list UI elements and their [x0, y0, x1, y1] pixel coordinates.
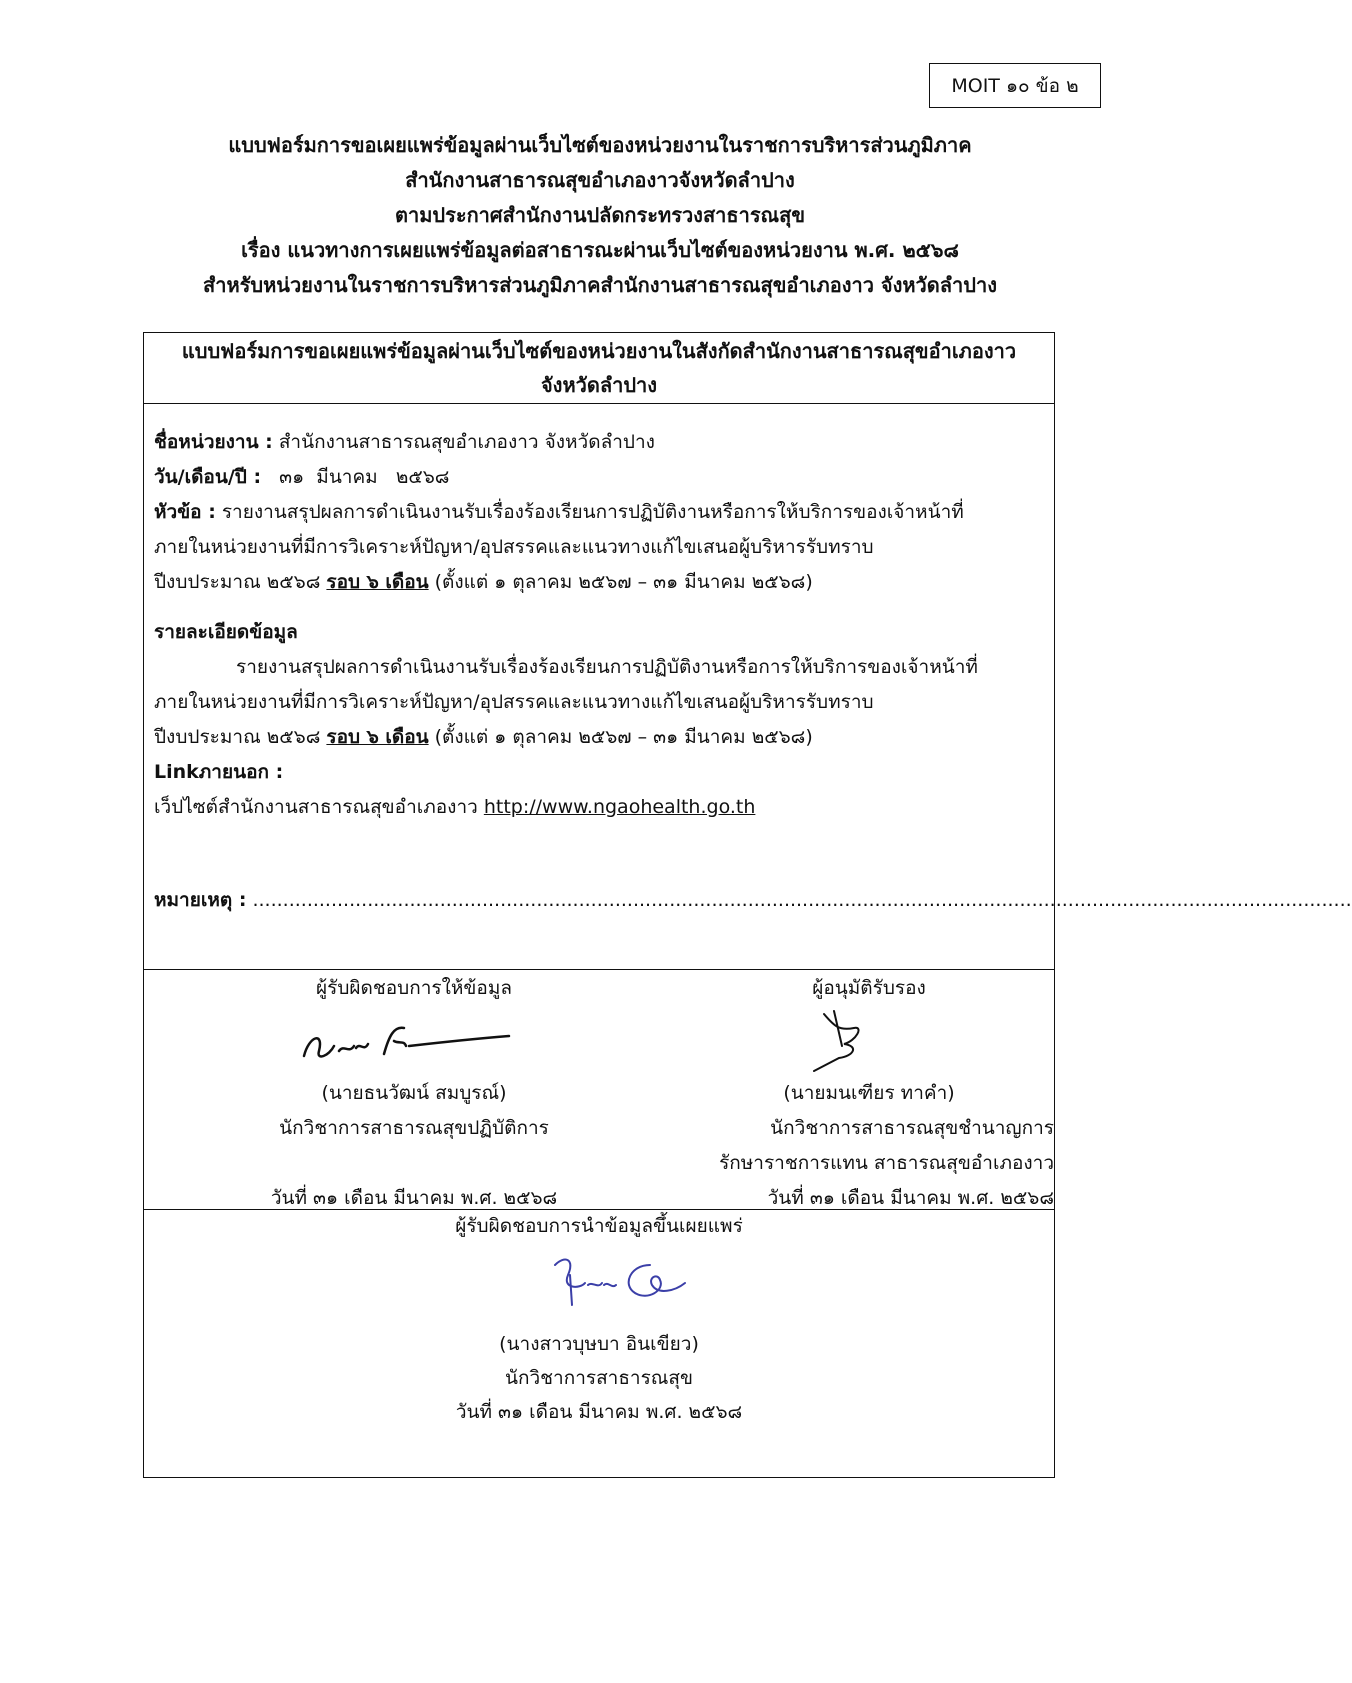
signer-left-name: (นายธนวัฒน์ สมบูรณ์)	[321, 1082, 507, 1104]
form-body	[154, 425, 1044, 825]
topic-line-3	[154, 565, 1044, 600]
website-text: เว็ปไซต์สำนักงานสาธารณสุขอำเภองาว	[154, 796, 484, 818]
divider	[144, 403, 1054, 404]
header-line-4: เรื่อง แนวทางการเผยแพร่ข้อมูลต่อสาธารณะผ่านเว็บไซต์ของหน่วยงาน พ.ศ. ๒๕๖๘	[241, 238, 959, 262]
document-header	[100, 128, 1100, 303]
signer-right-acting: รักษาราชการแทน สาธารณสุขอำเภองาว	[719, 1152, 1054, 1174]
signer-right-role: ผู้อนุมัติรับรอง	[812, 977, 926, 999]
topic-label: หัวข้อ :	[154, 501, 216, 523]
signature-bottom-mark	[540, 1245, 700, 1325]
signer-bottom-name: (นางสาวบุษบา อินเขียว)	[499, 1333, 699, 1355]
signer-bottom-role: ผู้รับผิดชอบการนำข้อมูลขึ้นเผยแพร่	[455, 1215, 743, 1237]
details-period: รอบ ๖ เดือน	[326, 726, 429, 748]
signer-bottom-position: นักวิชาการสาธารณสุข	[504, 1367, 694, 1389]
signer-left-role: ผู้รับผิดชอบการให้ข้อมูล	[316, 977, 512, 999]
signer-right-date: วันที่ ๓๑ เดือน มีนาคม พ.ศ. ๒๕๖๘	[767, 1187, 1054, 1209]
unit-value: สำนักงานสาธารณสุขอำเภองาว จังหวัดลำปาง	[272, 431, 655, 453]
form-code-box	[929, 63, 1101, 108]
signature-left-mark	[294, 1006, 514, 1076]
divider	[144, 969, 1054, 970]
topic-line-1: รายงานสรุปผลการดำเนินงานรับเรื่องร้องเรียนการปฏิบัติงานหรือการให้บริการของเจ้าหน้าที่	[215, 501, 964, 523]
unit-row	[154, 425, 1044, 460]
details-line-3	[154, 720, 1044, 755]
signature-bottom	[144, 1243, 1054, 1327]
form-code: MOIT ๑๐ ข้อ ๒	[951, 74, 1079, 97]
signer-bottom-date: วันที่ ๓๑ เดือน มีนาคม พ.ศ. ๒๕๖๘	[455, 1401, 743, 1423]
link-label: Linkภายนอก :	[154, 761, 284, 783]
details-line-1: รายงานสรุปผลการดำเนินงานรับเรื่องร้องเรียนการปฏิบัติงานหรือการให้บริการของเจ้าหน้าที่	[236, 656, 978, 678]
topic-line-2: ภายในหน่วยงานที่มีการวิเคราะห์ปัญหา/อุปสรรคและแนวทางแก้ไขเสนอผู้บริหารรับทราบ	[154, 536, 874, 558]
signer-right-name: (นายมนเฑียร ทาคำ)	[783, 1082, 955, 1104]
signer-left-date: วันที่ ๓๑ เดือน มีนาคม พ.ศ. ๒๕๖๘	[270, 1187, 558, 1209]
header-line-2: สำนักงานสาธารณสุขอำเภองาวจังหวัดลำปาง	[405, 168, 795, 192]
signer-bottom	[144, 1209, 1054, 1429]
signature-right-mark	[794, 1006, 894, 1076]
header-line-1: แบบฟอร์มการขอเผยแพร่ข้อมูลผ่านเว็บไซต์ของหน่วยงานในราชการบริหารส่วนภูมิภาค	[228, 133, 972, 157]
form-title-line-1: แบบฟอร์มการขอเผยแพร่ข้อมูลผ่านเว็บไซต์ของหน่วยงานในสังกัดสำนักงานสาธารณสุขอำเภองาว	[181, 339, 1017, 363]
date-value: ๓๑ มีนาคม ๒๕๖๘	[261, 466, 450, 488]
signer-left	[224, 971, 604, 1216]
details-heading: รายละเอียดข้อมูล	[154, 621, 298, 643]
note-label: หมายเหตุ :	[154, 889, 247, 911]
topic-period: รอบ ๖ เดือน	[326, 571, 429, 593]
signature-left	[224, 1006, 604, 1076]
topic-range: (ตั้งแต่ ๑ ตุลาคม ๒๕๖๗ – ๓๑ มีนาคม ๒๕๖๘)	[428, 571, 813, 593]
header-line-3: ตามประกาศสำนักงานปลัดกระทรวงสาธารณสุข	[394, 203, 805, 227]
date-row	[154, 460, 1044, 495]
signer-right-position: นักวิชาการสาธารณสุขชำนาญการ	[770, 1117, 1054, 1139]
form-table	[143, 332, 1352, 1478]
date-label: วัน/เดือน/ปี :	[154, 466, 262, 488]
website-link[interactable]: http://www.ngaohealth.go.th	[483, 796, 756, 818]
details-line-2: ภายในหน่วยงานที่มีการวิเคราะห์ปัญหา/อุปสรรคและแนวทางแก้ไขเสนอผู้บริหารรับทราบ	[154, 691, 874, 713]
note-dots: ......................................................................................................................................................................................	[246, 889, 1352, 911]
signature-right	[684, 1006, 1054, 1076]
details-range: (ตั้งแต่ ๑ ตุลาคม ๒๕๖๗ – ๓๑ มีนาคม ๒๕๖๘)	[428, 726, 813, 748]
form-title-line-2: จังหวัดลำปาง	[540, 373, 658, 397]
topic-row	[154, 495, 1044, 530]
note-row	[154, 885, 1352, 915]
header-line-5: สำหรับหน่วยงานในราชการบริหารส่วนภูมิภาคสำนักงานสาธารณสุขอำเภองาว จังหวัดลำปาง	[203, 273, 997, 297]
signer-left-position: นักวิชาการสาธารณสุขปฏิบัติการ	[279, 1117, 549, 1139]
website-row	[154, 790, 1044, 825]
form-title	[144, 333, 1054, 403]
topic-fiscal: ปีงบประมาณ ๒๕๖๘	[154, 571, 327, 593]
unit-label: ชื่อหน่วยงาน :	[154, 431, 273, 453]
details-fiscal: ปีงบประมาณ ๒๕๖๘	[154, 726, 327, 748]
signer-right	[684, 971, 1054, 1216]
